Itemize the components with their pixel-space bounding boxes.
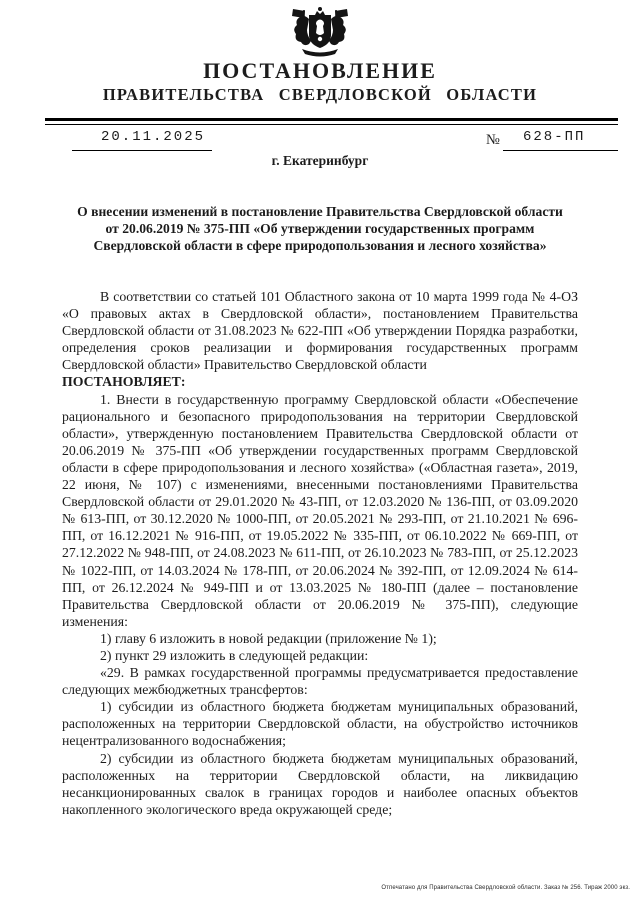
subsidy-item-2: 2) субсидии из областного бюджета бюджетам муниципальных образований, расположенных на территории Свердловской области, на ликвидацию несанкционированных свалок в границах городов и наиболее опасных объектов накопленного экологического вреда окружающей среде;: [62, 750, 578, 817]
header-divider-rule: [45, 118, 618, 125]
issuing-city-label: г. Екатеринбург: [271, 153, 369, 168]
document-type-title: ПОСТАНОВЛЕНИЕ: [203, 58, 437, 83]
amendment-item-2: 2) пункт 29 изложить в следующей редакции:: [100, 647, 369, 663]
document-date: 20.11.2025: [101, 129, 206, 145]
date-underline: [72, 150, 212, 151]
clause-29-intro: «29. В рамках государственной программы предусматривается предоставление следующих межбюджетных трансфертов:: [62, 665, 578, 698]
document-subject-title: [55, 203, 585, 254]
number-sign-label: №: [486, 132, 500, 148]
subject-line: от 20.06.2019 № 375-ПП «Об утверждении государственных программ: [105, 221, 535, 236]
document-body: [62, 288, 578, 818]
subsidy-item-1: 1) субсидии из областного бюджета бюджетам муниципальных образований, расположенных на территории Свердловской области, на обустройство источников нецентрализованного водоснабжения;: [62, 699, 578, 749]
sverdlovsk-oblast-coat-of-arms-icon: [272, 6, 368, 63]
subject-line: О внесении изменений в постановление Правительства Свердловской области: [77, 204, 563, 219]
amendment-item-1: 1) главу 6 изложить в новой редакции (приложение № 1);: [100, 630, 437, 646]
amendment-intro-paragraph: 1. Внести в государственную программу Свердловской области «Обеспечение рационального и безопасного природопользования на территории Свердловской области», утвержденную постановлением Правительства Свердловской области от 20.06.2019 № 375-ПП «Об утверждении государственных программ Свердловской области в сфере природопользования и лесного хозяйства» («Областная газета», 2019, 22 июня, № 107) с изменениями, внесенными постановлениями Правительства Свердловской области от 29.01.2020 № 43-ПП, от 12.03.2020 № 136-ПП, от 03.09.2020 № 613-ПП, от 30.12.2020 № 1000-ПП, от 20.05.2021 № 293-ПП, от 21.10.2021 № 696-ПП, от 16.12.2021 № 916-ПП, от 19.05.2022 № 335-ПП, от 06.10.2022 № 669-ПП, от 27.12.2022 № 948-ПП, от 24.08.2023 № 611-ПП, от 26.10.2023 № 783-ПП, от 25.12.2023 № 1022-ПП, от 14.03.2024 № 178-ПП, от 20.06.2024 № 392-ПП, от 12.09.2024 № 614-ПП, от 26.12.2024 № 949-ПП и от 13.03.2025 № 180-ПП (далее – постановление Правительства Свердловской области от 20.06.2019 № 375-ПП), следующие изменения:: [62, 391, 578, 629]
preamble-paragraph: В соответствии со статьей 101 Областного закона от 10 марта 1999 года № 4-ОЗ «О правовых актах в Свердловской области», постановлением Правительства Свердловской области от 31.08.2023 № 622-ПП «Об утверждении Порядка разработки, определения сроков реализации и формирования государственных программ Свердловской области» Правительство Свердловской области: [62, 289, 578, 373]
print-shop-footer: Отпечатано для Правительства Свердловской области. Заказ № 256. Тираж 2000 экз.: [381, 885, 630, 891]
resolves-heading: ПОСТАНОВЛЯЕТ:: [62, 374, 186, 390]
document-number: 628-ПП: [523, 129, 586, 145]
number-underline: [503, 150, 618, 151]
issuing-authority-title: ПРАВИТЕЛЬСТВА СВЕРДЛОВСКОЙ ОБЛАСТИ: [102, 85, 538, 104]
subject-line: Свердловской области в сфере природопользования и лесного хозяйства»: [93, 238, 547, 253]
